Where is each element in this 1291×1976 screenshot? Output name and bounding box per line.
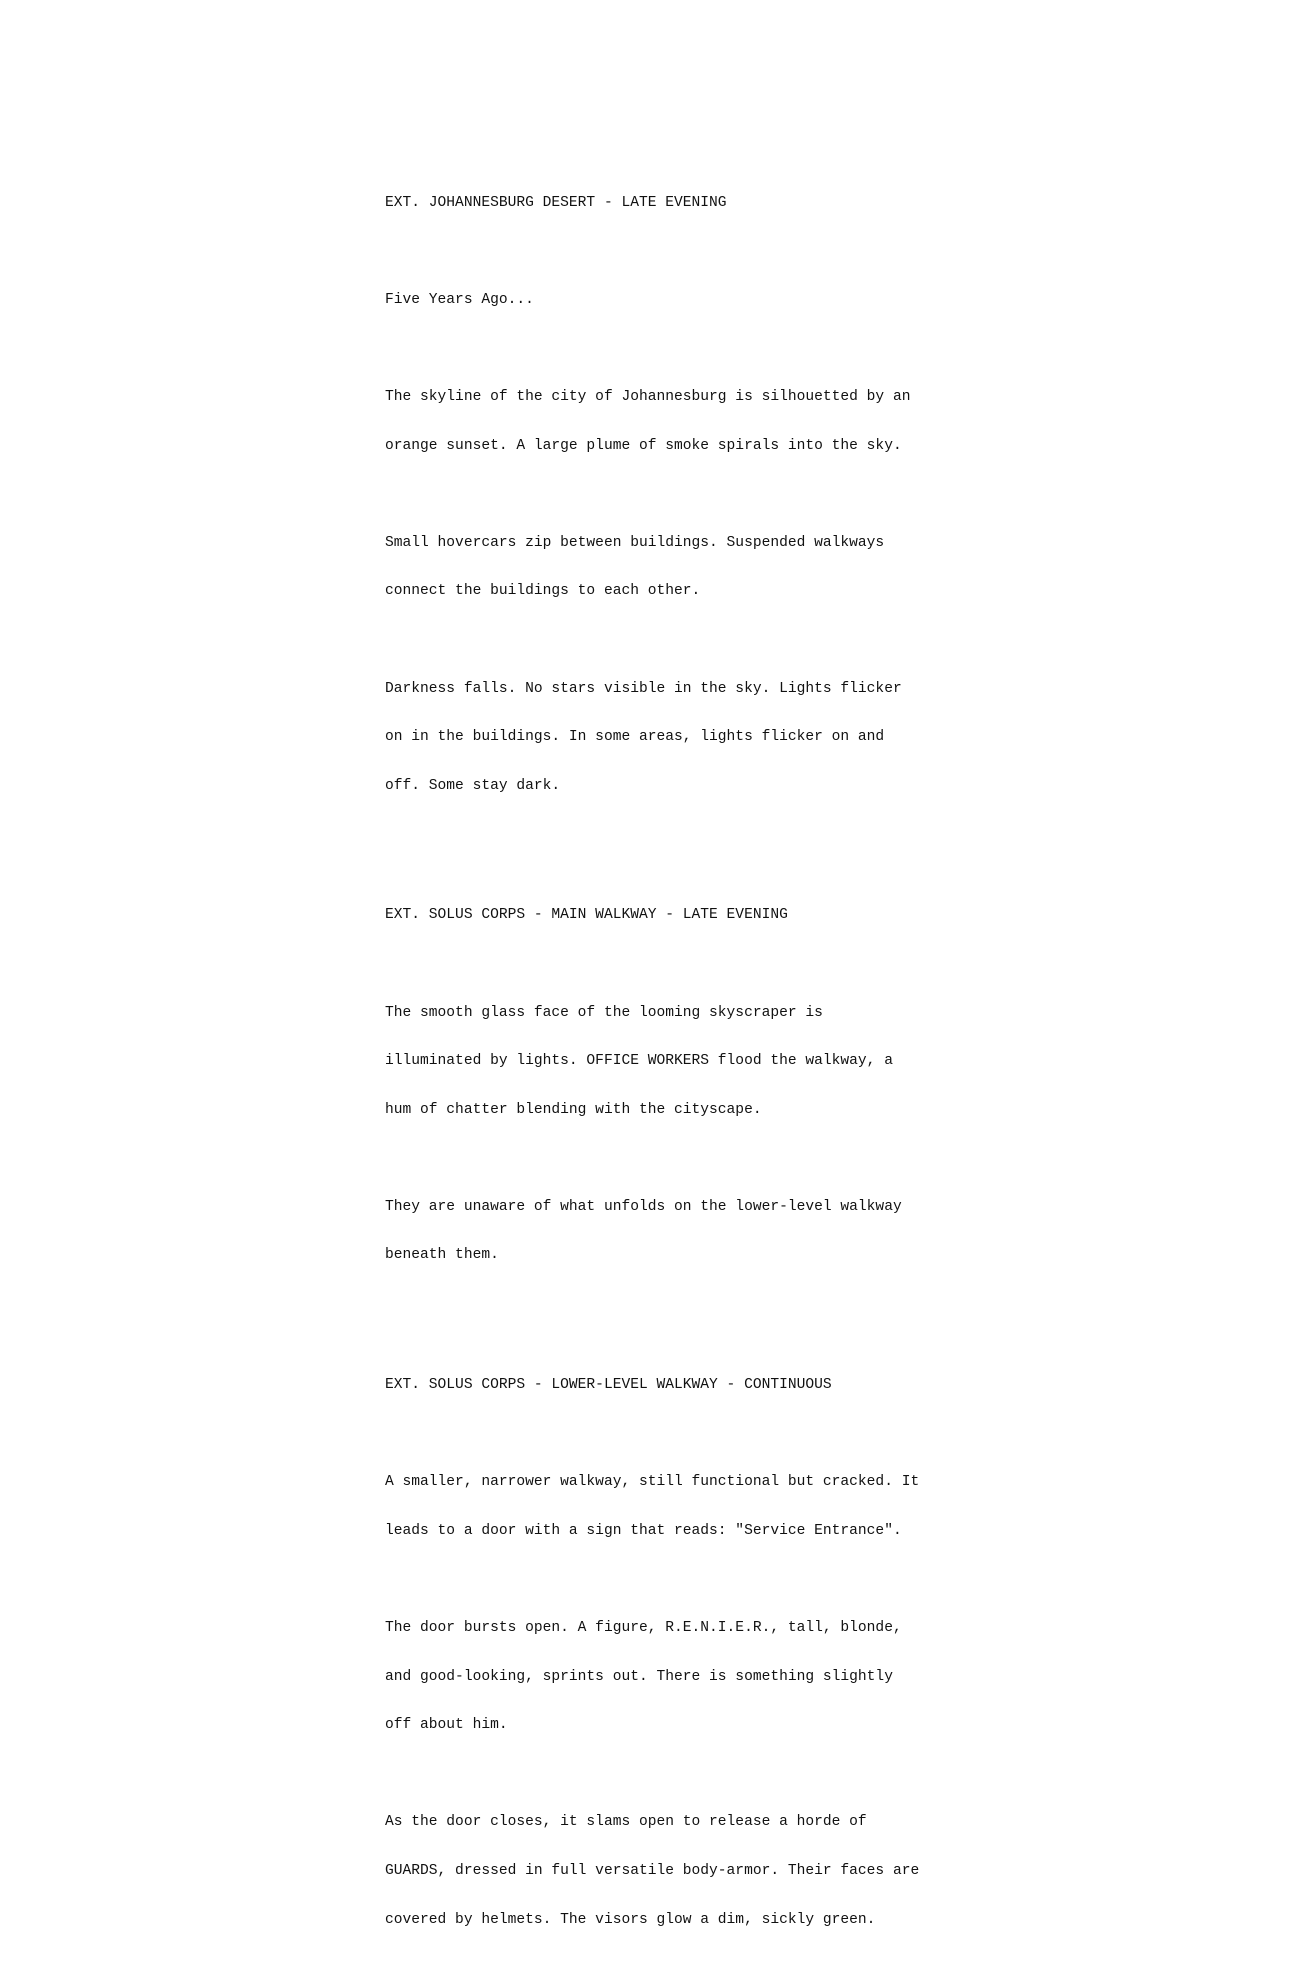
action-line: on in the buildings. In some areas, lights flicker on and: [385, 729, 885, 746]
action-line: and good-looking, sprints out. There is something slightly: [385, 1668, 893, 1685]
action-line: They are unaware of what unfolds on the lower-level walkway: [385, 1198, 902, 1215]
action-line: Five Years Ago...: [385, 291, 534, 308]
action-line: orange sunset. A large plume of smoke spirals into the sky.: [385, 437, 902, 454]
action-line: The skyline of the city of Johannesburg is silhouetted by an: [385, 388, 911, 405]
action-line: off about him.: [385, 1717, 508, 1734]
action-line: GUARDS, dressed in full versatile body-armor. Their faces are: [385, 1863, 920, 1880]
action-line: Darkness falls. No stars visible in the sky. Lights flicker: [385, 680, 902, 697]
action-line: The smooth glass face of the looming skyscraper is: [385, 1004, 823, 1021]
action-line: off. Some stay dark.: [385, 777, 561, 794]
action-line: leads to a door with a sign that reads: "Service Entrance".: [385, 1522, 902, 1539]
scene-heading: EXT. JOHANNESBURG DESERT - LATE EVENING: [385, 194, 727, 211]
screenplay-text: [385, 146, 1005, 1976]
scene-heading: EXT. SOLUS CORPS - LOWER-LEVEL WALKWAY - CONTINUOUS: [385, 1377, 832, 1394]
action-line: Small hovercars zip between buildings. Suspended walkways: [385, 534, 885, 551]
action-line: illuminated by lights. OFFICE WORKERS flood the walkway, a: [385, 1053, 893, 1070]
action-line: covered by helmets. The visors glow a dim, sickly green.: [385, 1911, 876, 1928]
action-line: beneath them.: [385, 1247, 499, 1264]
action-line: The door bursts open. A figure, R.E.N.I.E.R., tall, blonde,: [385, 1620, 902, 1637]
action-line: A smaller, narrower walkway, still functional but cracked. It: [385, 1474, 920, 1491]
action-line: hum of chatter blending with the cityscape.: [385, 1101, 762, 1118]
action-line: connect the buildings to each other.: [385, 583, 701, 600]
scene-heading: EXT. SOLUS CORPS - MAIN WALKWAY - LATE EVENING: [385, 907, 788, 924]
action-line: As the door closes, it slams open to release a horde of: [385, 1814, 867, 1831]
